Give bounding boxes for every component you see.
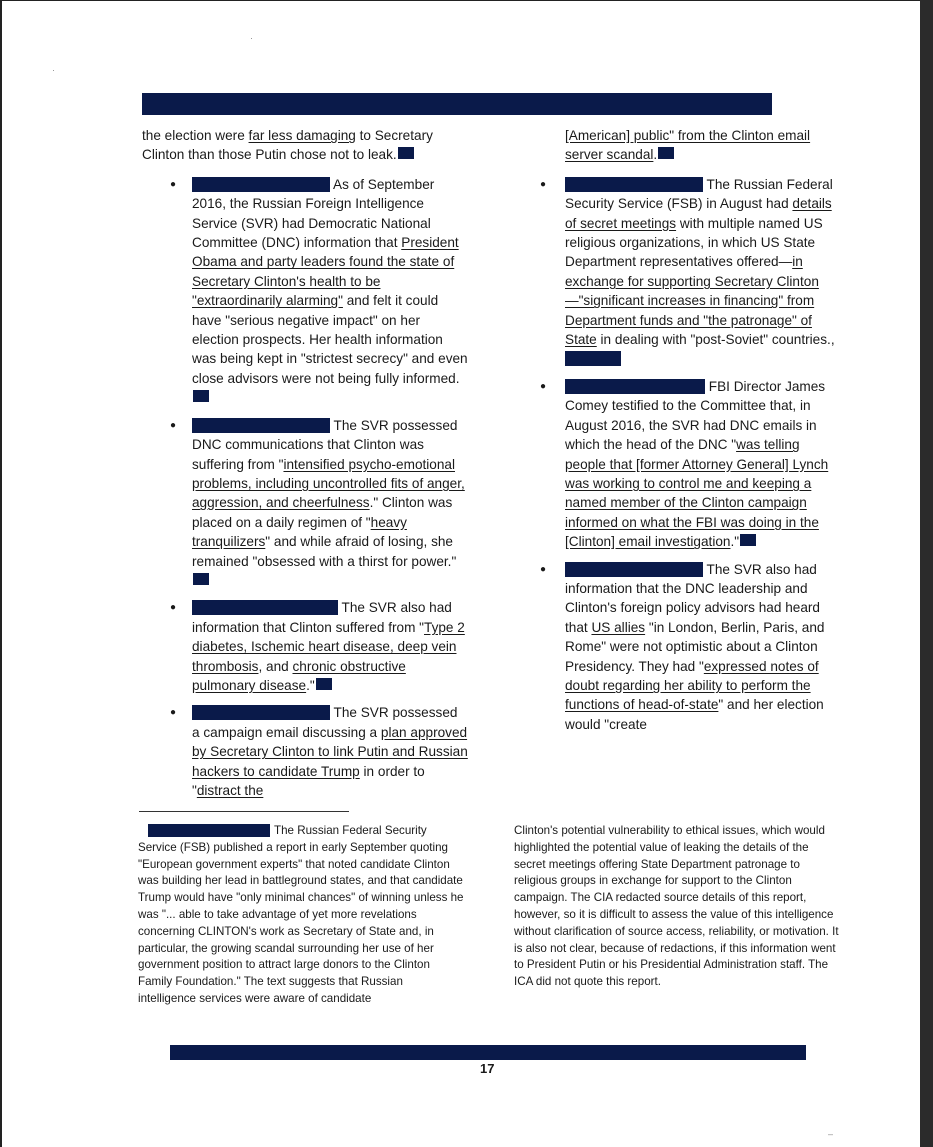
redaction-mark xyxy=(658,147,674,159)
redaction-mark xyxy=(740,534,756,546)
redaction-block xyxy=(565,379,705,394)
redaction-block xyxy=(192,418,330,433)
document-page xyxy=(2,1,920,1147)
footnote-left: The Russian Federal Security Service (FSB) published a report in early September quoting "European government experts" that noted candidate Clinton was building her lead in battleground states, and that candidate Trump would have "only minimal chances" of winning unless he was "... able to take advantage of yet more revelations concerning CLINTON's work as Secretary of State and, in particular, the growing scandal surrounding her use of her government position to attract large donors to the Clinton Family Foundation." The text suggests that Russian intelligence services were aware of candidate xyxy=(138,824,464,1005)
bullet-icon: ● xyxy=(170,707,177,719)
left-bullet-item: ● As of September 2016, the Russian Foreign Intelligence Service (SVR) had Democratic National Committee (DNC) information that President Obama and party leaders found the state of Secretary Clinton's health to be "extraordinarily alarming" and felt it could have "serious negative impact" on her election prospects. Her health information was being kept in "strictest secrecy" and even close advisors were not being fully informed. xyxy=(142,175,468,408)
left-column xyxy=(142,126,468,800)
page-number: 17 xyxy=(480,1061,495,1076)
redaction-mark xyxy=(398,147,414,159)
redaction-block xyxy=(148,824,270,837)
bullet-icon: ● xyxy=(170,419,177,431)
redaction-block xyxy=(192,600,338,615)
left-intro-paragraph: the election were far less damaging to Secretary Clinton than those Putin chose not to leak. xyxy=(142,128,433,163)
left-bullet-item: ● The SVR also had information that Clinton suffered from "Type 2 diabetes, Ischemic heart disease, deep vein thrombosis, and chronic obstructive pulmonary disease." xyxy=(170,600,465,693)
scan-speck: – xyxy=(828,1129,834,1139)
bullet-icon: ● xyxy=(540,178,547,190)
redaction-mark xyxy=(193,390,209,402)
redaction-block xyxy=(192,177,330,192)
redaction-block xyxy=(565,177,703,192)
footnote-right: Clinton's potential vulnerability to ethical issues, which would highlighted the potential value of leaking the details of the secret meetings offering State Department patronage to religious groups in exchange for support to the Clinton campaign. The CIA redacted source details of this report, however, so it is difficult to assess the value of this intelligence without clarification of source access, reliability, or motivation. It is also not clear, because of redactions, if this information went to President Putin or his Presidential Administration staff. The ICA did not quote this report. xyxy=(514,824,839,989)
left-bullet-item: ● The SVR possessed a campaign email discussing a plan approved by Secretary Clinton to link Putin and Russian hackers to candidate Trump in order to "distract the xyxy=(170,705,468,798)
redaction-mark xyxy=(316,678,332,690)
redaction-mark xyxy=(193,573,209,585)
bullet-icon: ● xyxy=(170,178,177,190)
bullet-icon: ● xyxy=(170,602,177,614)
viewer-edge xyxy=(920,0,933,1147)
scan-speck: · xyxy=(250,33,253,43)
bullet-icon: ● xyxy=(540,380,547,392)
right-bullet-item: ● The Russian Federal Security Service (FSB) in August had details of secret meetings with multiple named US religious organizations, in which US State Department representatives offered—in exchange for supporting Secretary Clinton—"significant increases in financing" from Department funds and "the patronage" of State in dealing with "post-Soviet" countries., xyxy=(565,175,839,369)
right-column xyxy=(540,126,839,734)
right-bullet-item: ● FBI Director James Comey testified to the Committee that, in August 2016, the SVR had DNC emails in which the head of the DNC "was telling people that [former Attorney General] Lynch was working to control me and keeping a named member of the Clinton campaign informed on what the FBI was doing in the [Clinton] email investigation." xyxy=(540,378,829,550)
right-bullet-item: ● The SVR also had information that the DNC leadership and Clinton's foreign policy advisors had heard that US allies "in London, Berlin, Paris, and Rome" were not optimistic about a Clinton Presidency. They had "expressed notes of doubt regarding her ability to perform the functions of head-of-state" and her election would "create xyxy=(540,561,825,732)
scan-speck: · xyxy=(52,65,55,75)
left-bullet-item: ● The SVR possessed DNC communications that Clinton was suffering from "intensified psycho-emotional problems, including uncontrolled fits of anger, aggression, and cheerfulness." Clinton was placed on a daily regimen of "heavy tranquilizers" and while afraid of losing, she remained "obsessed with a thirst for power." xyxy=(142,416,468,591)
redaction-block xyxy=(565,562,703,577)
top-redaction-bar xyxy=(142,93,772,115)
redaction-block xyxy=(192,705,330,720)
right-intro-paragraph: [American] public" from the Clinton email server scandal. xyxy=(565,128,811,163)
bottom-redaction-bar xyxy=(170,1045,806,1060)
redaction-block xyxy=(565,351,621,366)
bullet-icon: ● xyxy=(540,563,547,575)
footnote-rule xyxy=(139,811,349,812)
